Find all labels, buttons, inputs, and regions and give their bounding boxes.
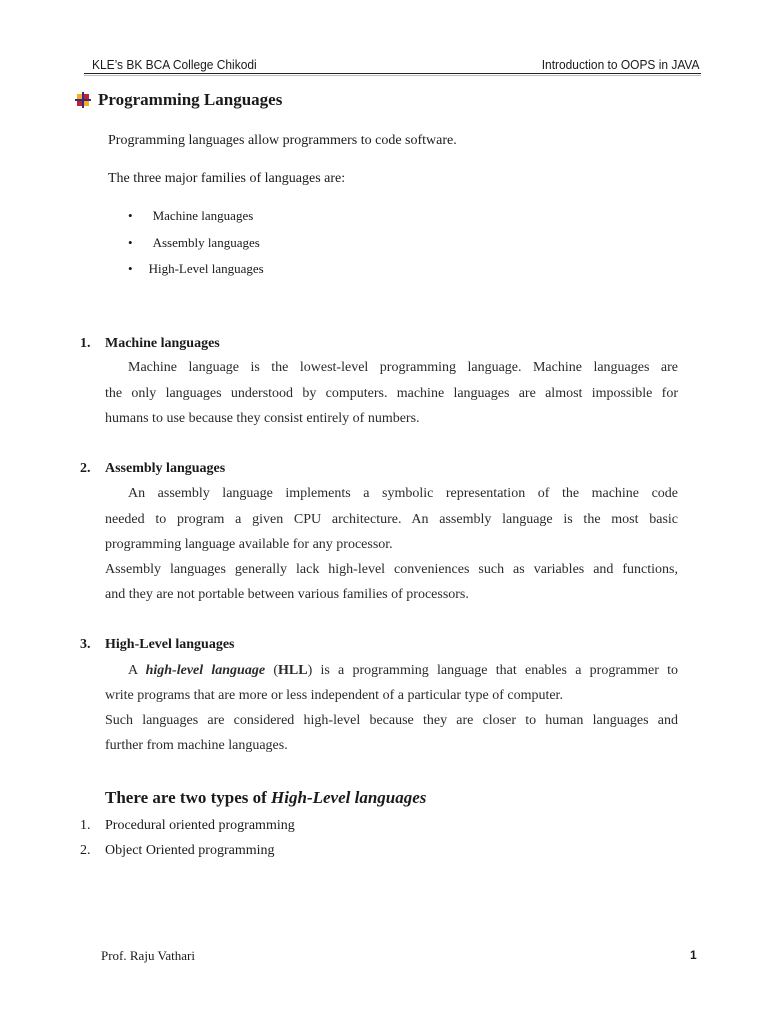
section-2-line-2: needed to program a given CPU architecture. An assembly language is the most basic [105,512,678,527]
types-heading: There are two types of High-Level languages [105,788,427,807]
section-2-line-4: Assembly languages generally lack high-level conveniences such as variables and functions, [105,562,678,577]
footer-author: Prof. Raju Vathari [101,948,195,963]
bullet-dot-icon: • [128,235,133,250]
section-1-line-3: humans to use because they consist entirely of numbers. [105,411,420,426]
section-2-line-3: programming language available for any processor. [105,537,393,552]
bullet-dot-icon: • [128,208,133,223]
section-1-line-1: Machine language is the lowest-level programming language. Machine languages are [128,360,678,375]
hll-term: high-level language [145,663,266,678]
intro-line-1: Programming languages allow programmers to code software. [108,133,457,148]
page-title: Programming Languages [98,90,283,109]
bullet-dot-icon: • [128,261,133,276]
header-rule-shadow [84,75,701,76]
header-rule [84,73,701,74]
section-3-line-1: A high-level language (HLL) is a programming language that enables a programmer to [128,663,678,678]
header-course-title: Introduction to OOPS in JAVA [541,57,699,72]
list-item: 1. Procedural oriented programming [80,818,295,833]
header-college-name: KLE’s BK BCA College Chikodi [92,57,257,72]
four-point-star-bullet-icon [74,91,92,109]
section-heading-assembly: 2. Assembly languages [80,461,226,476]
section-1-line-2: the only languages understood by computers. machine languages are almost impossible for [105,386,678,401]
bullet-item: • High-Level languages [128,261,264,276]
section-3-line-2: write programs that are more or less independent of a particular type of computer. [105,688,563,703]
intro-line-2: The three major families of languages are: [108,171,346,186]
hll-abbr: HLL [277,663,308,678]
section-heading-machine: 1. Machine languages [80,336,220,351]
page-number: 1 [690,948,697,962]
list-item: 2. Object Oriented programming [80,843,275,858]
bullet-item: • Assembly languages [128,235,260,250]
section-3-line-4: further from machine languages. [105,738,288,753]
bullet-item: • Machine languages [128,208,254,223]
section-3-line-3: Such languages are considered high-level because they are closer to human languages and [105,713,678,728]
section-heading-high-level: 3. High-Level languages [80,637,235,652]
section-2-line-1: An assembly language implements a symbolic representation of the machine code [128,486,678,501]
section-2-line-5: and they are not portable between various families of processors. [105,587,469,602]
